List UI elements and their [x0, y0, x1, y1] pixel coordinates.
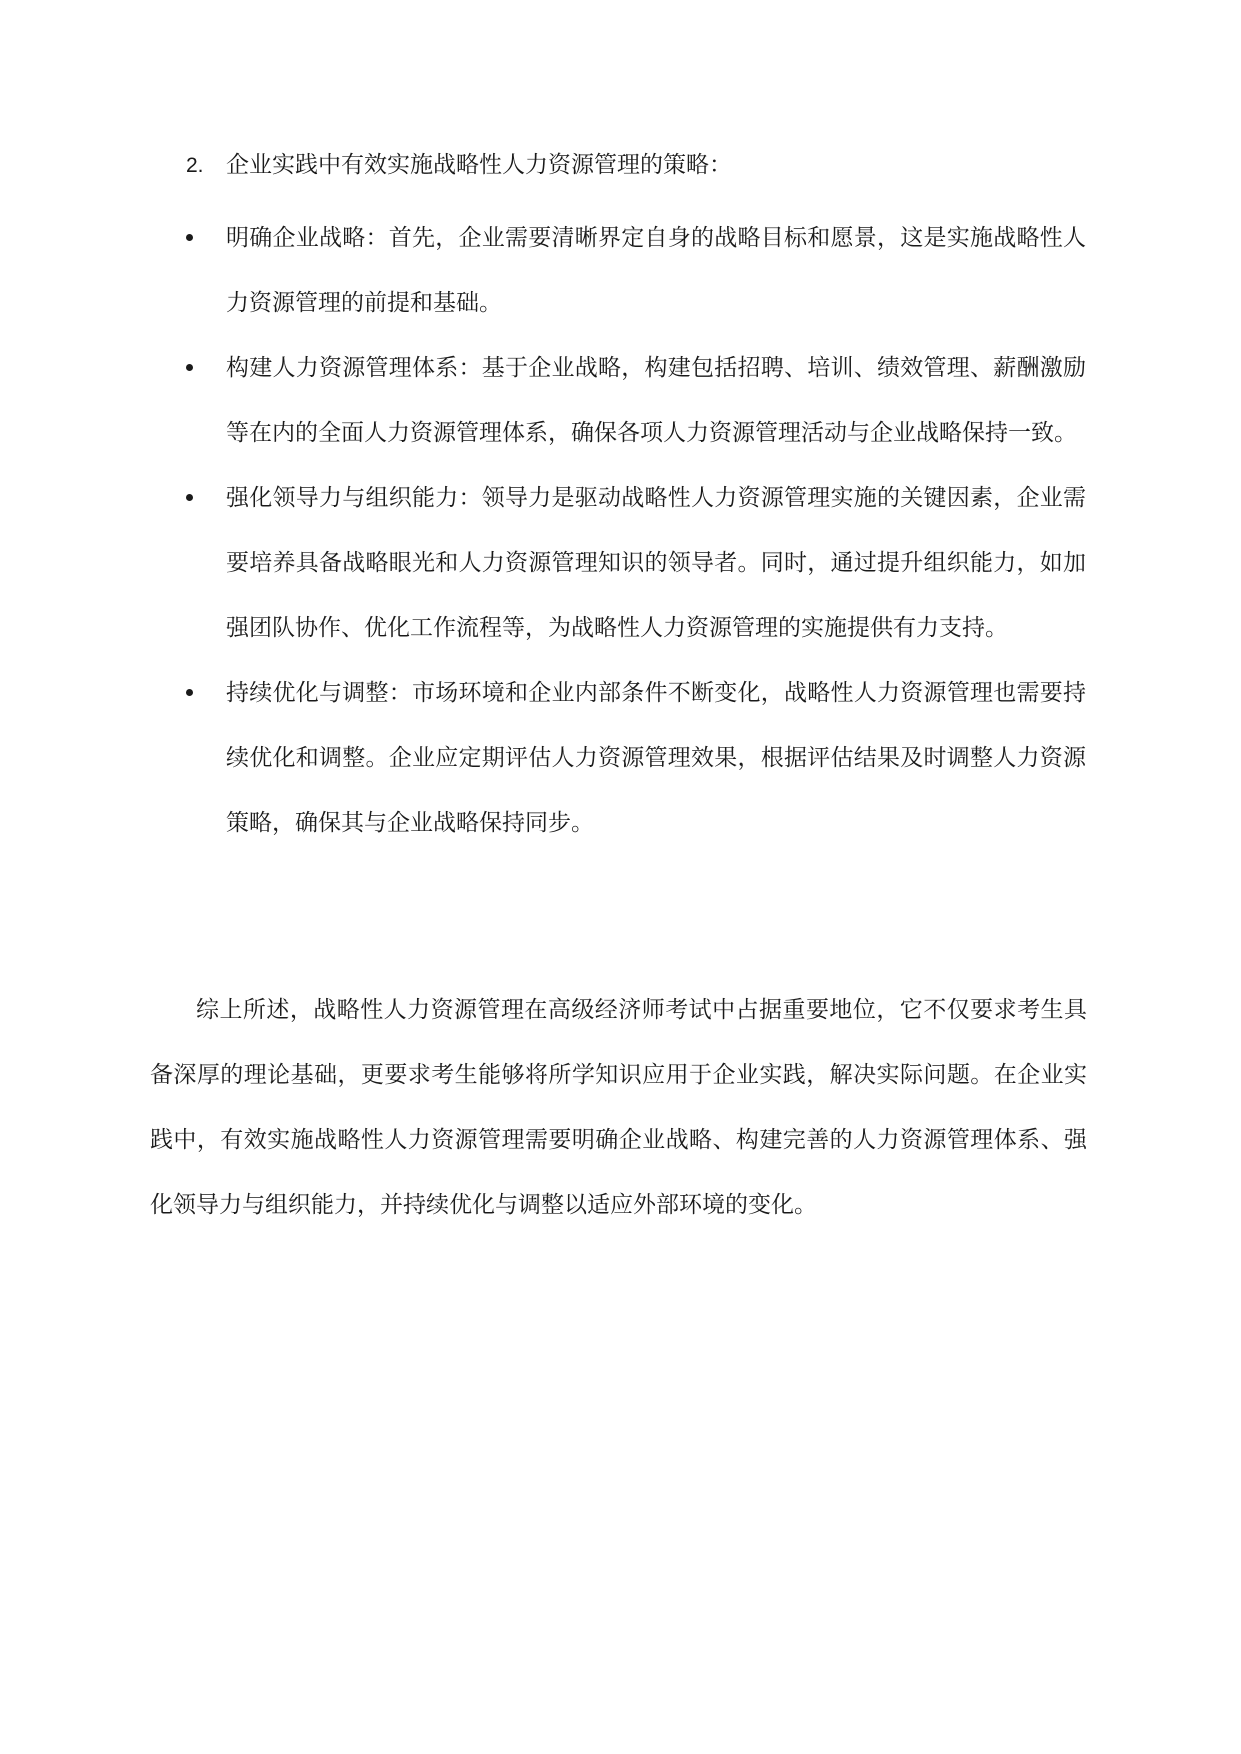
- bullet-text: 强化领导力与组织能力：领导力是驱动战略性人力资源管理实施的关键因素，企业需要培养具备战略眼光和人力资源管理知识的领导者。同时，通过提升组织能力，如加强团队协作、优化工作流程等，为战略性人力资源管理的实施提供有力支持。: [226, 485, 1086, 641]
- heading-number: 2.: [186, 154, 204, 177]
- summary-paragraph: 综上所述，战略性人力资源管理在高级经济师考试中占据重要地位，它不仅要求考生具备深厚的理论基础，更要求考生能够将所学知识应用于企业实践，解决实际问题。在企业实践中，有效实施战略性人力资源管理需要明确企业战略、构建完善的人力资源管理体系、强化领导力与组织能力，并持续优化与调整以适应外部环境的变化。: [150, 997, 1087, 1218]
- bullet-dot-icon: [186, 364, 193, 371]
- bullet-text: 构建人力资源管理体系：基于企业战略，构建包括招聘、培训、绩效管理、薪酬激励等在内的全面人力资源管理体系，确保各项人力资源管理活动与企业战略保持一致。: [226, 355, 1086, 446]
- section-heading: [186, 146, 732, 185]
- strategy-bullet-list: [186, 206, 1086, 856]
- bullet-item: [186, 661, 1086, 856]
- bullet-item: [186, 206, 1086, 336]
- bullet-dot-icon: [186, 234, 193, 241]
- bullet-text: 明确企业战略：首先，企业需要清晰界定自身的战略目标和愿景，这是实施战略性人力资源管理的前提和基础。: [226, 225, 1086, 316]
- heading-text: 企业实践中有效实施战略性人力资源管理的策略：: [226, 152, 732, 178]
- bullet-text: 持续优化与调整：市场环境和企业内部条件不断变化，战略性人力资源管理也需要持续优化和调整。企业应定期评估人力资源管理效果，根据评估结果及时调整人力资源策略，确保其与企业战略保持同步。: [226, 680, 1086, 836]
- bullet-item: [186, 336, 1086, 466]
- bullet-dot-icon: [186, 494, 193, 501]
- bullet-dot-icon: [186, 689, 193, 696]
- bullet-item: [186, 466, 1086, 661]
